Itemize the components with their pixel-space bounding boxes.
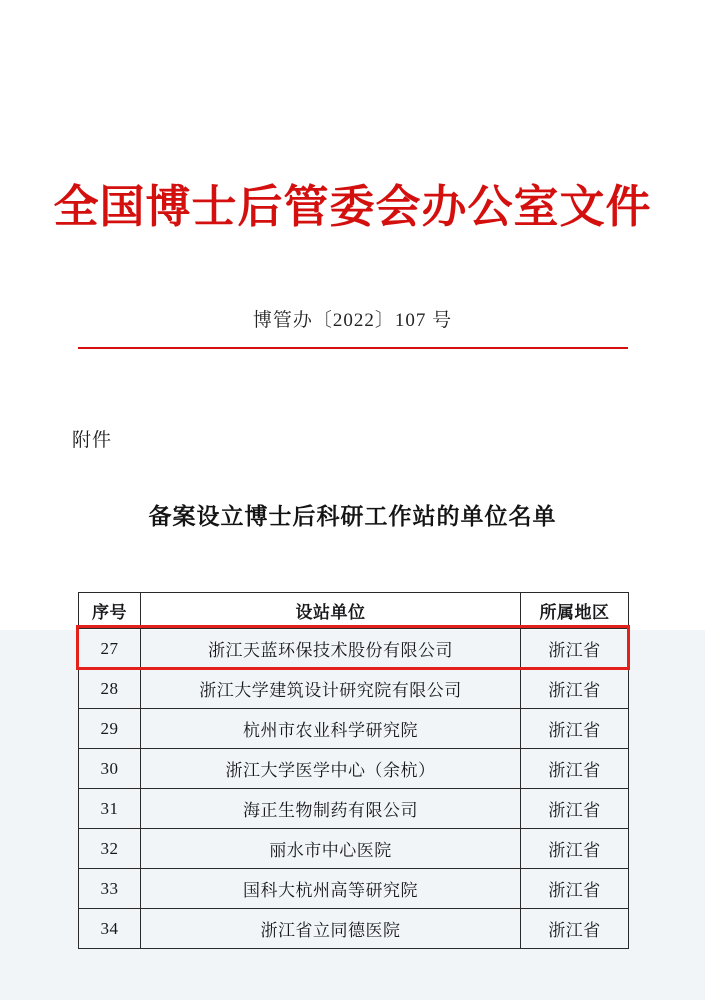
cell-unit-name: 丽水市中心医院 [141, 829, 521, 869]
cell-region: 浙江省 [521, 789, 629, 829]
column-header-index: 序号 [79, 593, 141, 629]
list-title: 备案设立博士后科研工作站的单位名单 [148, 504, 557, 529]
cell-index: 33 [79, 869, 141, 909]
table-row [79, 789, 629, 829]
column-header-region: 所属地区 [521, 593, 629, 629]
cell-region: 浙江省 [521, 709, 629, 749]
table-row [79, 749, 629, 789]
cell-region: 浙江省 [521, 669, 629, 709]
table-header-row [79, 593, 629, 629]
column-header-unit: 设站单位 [141, 593, 521, 629]
cell-region: 浙江省 [521, 749, 629, 789]
cell-unit-name: 浙江省立同德医院 [141, 909, 521, 949]
document-number: 博管办〔2022〕107 号 [252, 310, 453, 331]
cell-unit-name: 浙江天蓝环保技术股份有限公司 [141, 629, 521, 669]
cell-index: 32 [79, 829, 141, 869]
cell-region: 浙江省 [521, 869, 629, 909]
table-row [79, 629, 629, 669]
cell-region: 浙江省 [521, 629, 629, 669]
cell-region: 浙江省 [521, 909, 629, 949]
cell-unit-name: 浙江大学医学中心（余杭） [141, 749, 521, 789]
table-row [79, 909, 629, 949]
cell-index: 30 [79, 749, 141, 789]
table-row [79, 869, 629, 909]
cell-index: 34 [79, 909, 141, 949]
table-row [79, 709, 629, 749]
table-row [79, 669, 629, 709]
cell-unit-name: 浙江大学建筑设计研究院有限公司 [141, 669, 521, 709]
cell-index: 31 [79, 789, 141, 829]
table-row [79, 829, 629, 869]
red-divider-rule [78, 347, 628, 349]
cell-unit-name: 杭州市农业科学研究院 [141, 709, 521, 749]
cell-unit-name: 海正生物制药有限公司 [141, 789, 521, 829]
cell-index: 28 [79, 669, 141, 709]
cell-index: 29 [79, 709, 141, 749]
unit-list-table [78, 592, 629, 949]
unit-list-table-wrapper [78, 592, 628, 949]
attachment-label: 附件 [72, 430, 113, 451]
cell-unit-name: 国科大杭州高等研究院 [141, 869, 521, 909]
document-title: 全国博士后管委会办公室文件 [53, 180, 652, 233]
cell-region: 浙江省 [521, 829, 629, 869]
cell-index: 27 [79, 629, 141, 669]
